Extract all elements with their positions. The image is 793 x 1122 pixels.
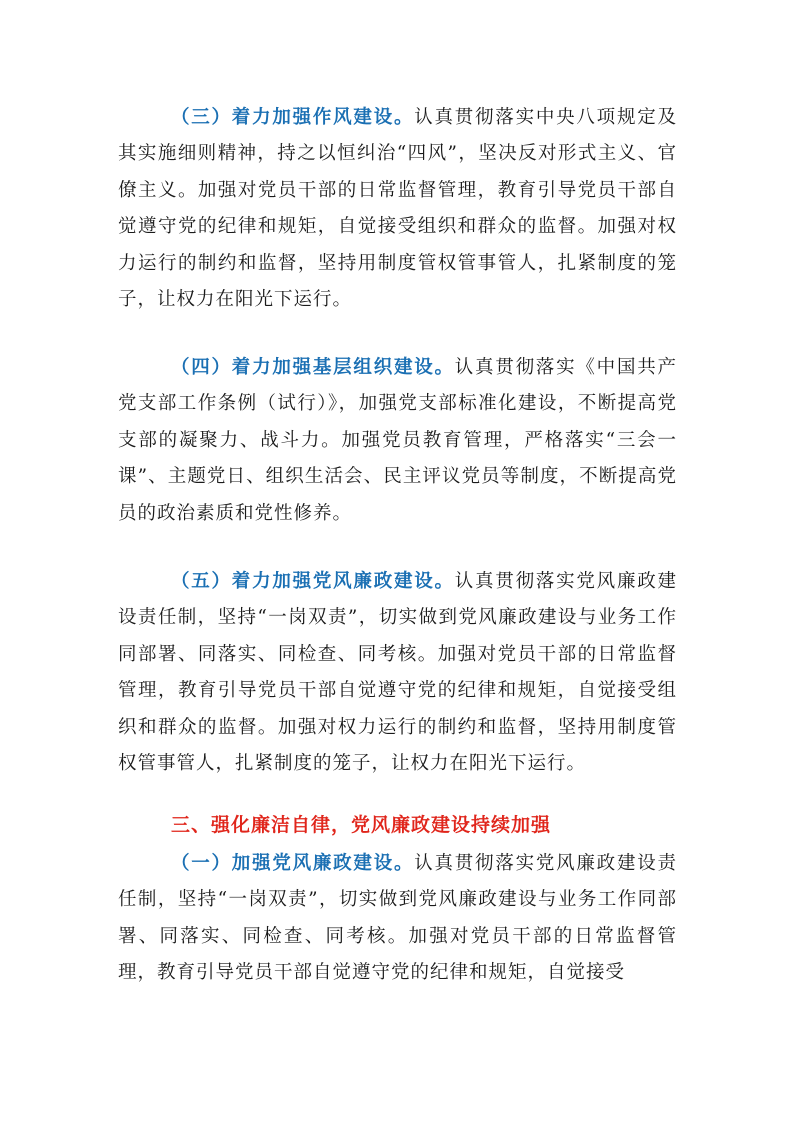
paragraph-si [118, 350, 677, 532]
paragraph-lead: （一）加强党风廉政建设。 [171, 853, 415, 874]
paragraph-body: 认真贯彻落实《中国共产党支部工作条例（试行）》，加强党支部标准化建设，不断提高党支部的凝聚力、战斗力。加强党员教育管理，严格落实“三会一课”、主题党日、组织生活会、民主评议党员等制度，不断提高党员的政治素质和党性修养。 [118, 357, 677, 524]
paragraph-lead: （五）着力加强党风廉政建设。 [171, 571, 455, 592]
paragraph-body: 认真贯彻落实中央八项规定及其实施细则精神，持之以恒纠治“四风”，坚决反对形式主义、官僚主义。加强对党员干部的日常监督管理，教育引导党员干部自觉遵守党的纪律和规矩，自觉接受组织和群众的监督。加强对权力运行的制约和监督，坚持用制度管权管事管人，扎紧制度的笼子，让权力在阳光下运行。 [118, 107, 677, 311]
paragraph-san [118, 100, 677, 318]
paragraph-yi [118, 846, 677, 992]
paragraph-body: 认真贯彻落实党风廉政建设责任制，坚持“一岗双责”，切实做到党风廉政建设与业务工作同部署、同落实、同检查、同考核。加强对党员干部的日常监督管理，教育引导党员干部自觉遵守党的纪律和规矩，自觉接受组织和群众的监督。加强对权力运行的制约和监督，坚持用制度管权管事管人，扎紧制度的笼子，让权力在阳光下运行。 [118, 571, 677, 775]
paragraph-lead: （三）着力加强作风建设。 [171, 107, 415, 128]
section-heading: 三、强化廉洁自律，党风廉政建设持续加强 [171, 814, 552, 836]
paragraph-lead: （四）着力加强基层组织建设。 [171, 357, 455, 378]
paragraph-body: 认真贯彻落实党风廉政建设责任制，坚持“一岗双责”，切实做到党风廉政建设与业务工作同部署、同落实、同检查、同考核。加强对党员干部的日常监督管理，教育引导党员干部自觉遵守党的纪律和规矩，自觉接受 [118, 853, 677, 984]
paragraph-wu [118, 564, 677, 782]
